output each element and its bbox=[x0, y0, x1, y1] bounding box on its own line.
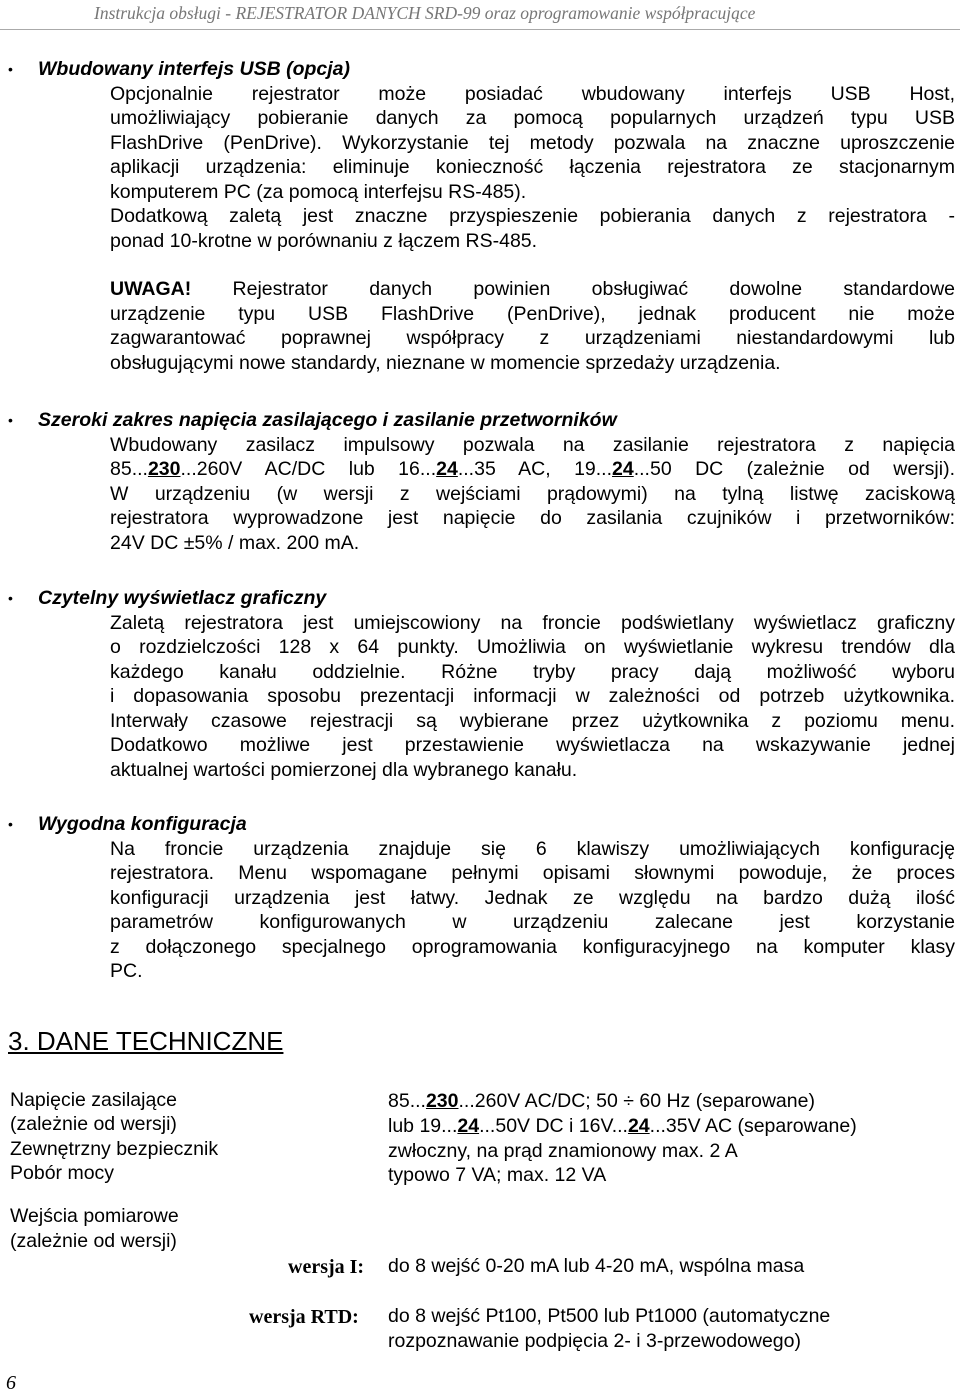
header-rule bbox=[0, 29, 960, 30]
nominal-value: 24 bbox=[612, 458, 634, 480]
feature-body bbox=[110, 82, 955, 376]
spec-value-version-i: do 8 wejść 0-20 mA lub 4-20 mA, wspólna masa bbox=[388, 1255, 805, 1277]
warning-text: Rejestrator danych powinien obsługiwać dowolne standardowe bbox=[191, 278, 955, 300]
running-header bbox=[0, 0, 960, 30]
spec-label: Pobór mocy bbox=[10, 1162, 115, 1184]
section-title: 3. DANE TECHNICZNE bbox=[8, 1026, 284, 1056]
spec-label: (zależnie od wersji) bbox=[10, 1230, 177, 1252]
warning-line bbox=[110, 277, 955, 302]
version-rtd-label: wersja RTD: bbox=[249, 1306, 359, 1328]
bullet: • bbox=[8, 816, 13, 832]
bullet: • bbox=[8, 590, 13, 606]
text-line: z dołączonego specjalnego oprogramowania konfiguracyjnego na komputer klasy bbox=[110, 935, 955, 958]
spec-label: Wejścia pomiarowe bbox=[10, 1205, 179, 1227]
text-line: zagwarantować poprawnej współpracy z urządzeniami niestandardowymi lub bbox=[110, 327, 955, 349]
text-line: aplikacji urządzenia: eliminuje konieczność łączenia rejestratora ze stacjonarnym bbox=[110, 156, 955, 178]
text-line: konfiguracji urządzenia jest łatwy. Jednak ze względu na bardzo dużą ilość bbox=[110, 886, 955, 909]
spec-label: Zewnętrzny bezpiecznik bbox=[10, 1138, 219, 1160]
bullet: • bbox=[8, 61, 13, 77]
text-line: PC. bbox=[110, 960, 143, 982]
feature-body bbox=[110, 837, 955, 984]
text-line: FlashDrive (PenDrive). Wykorzystanie tej metody pozwala na znaczne uproszczenie bbox=[110, 131, 955, 154]
text-line: rejestratora. Menu wspomagane pełnymi opisami słownymi powoduje, że proces bbox=[110, 862, 955, 884]
version-i-label: wersja I: bbox=[288, 1256, 365, 1278]
feature-title: Wbudowany interfejs USB (opcja) bbox=[38, 58, 351, 80]
feature-body bbox=[110, 433, 955, 556]
spec-label: (zależnie od wersji) bbox=[10, 1113, 177, 1135]
nominal-value: 24 bbox=[627, 1115, 650, 1137]
nominal-value: 24 bbox=[457, 1115, 480, 1137]
text-line: 85...230...260V AC/DC lub 16...24...35 AC, 19...24...50 DC (zależnie od wersji). bbox=[110, 458, 955, 480]
spec-value-supply-alt: lub 19...24...50V DC i 16V...24...35V AC (separowane) bbox=[388, 1115, 857, 1137]
spec-value-fuse: zwłoczny, na prąd znamionowy max. 2 A bbox=[388, 1140, 738, 1162]
text-line: ponad 10-krotne w porównaniu z łączem RS-485. bbox=[110, 229, 538, 252]
header-title: Instrukcja obsługi - REJESTRATOR DANYCH SRD-99 oraz oprogramowanie współpracujące bbox=[94, 3, 756, 23]
text-line: umożliwiający pobieranie danych za pomocą popularnych urządzeń typu USB bbox=[110, 107, 955, 129]
feature-title: Szeroki zakres napięcia zasilającego i zasilanie przetworników bbox=[38, 409, 617, 431]
text-line: urządzenie typu USB FlashDrive (PenDrive), jednak producent nie może bbox=[110, 302, 955, 325]
text-line: komputerem PC (za pomocą interfejsu RS-485). bbox=[110, 180, 527, 203]
spec-value-version-rtd: do 8 wejść Pt100, Pt500 lub Pt1000 (automatyczne bbox=[388, 1305, 831, 1327]
text-line: obsługującymi nowe standardy, nieznane w momencie sprzedaży urządzenia. bbox=[110, 351, 781, 374]
nominal-value: 230 bbox=[425, 1090, 459, 1112]
text-line: aktualnej wartości pomierzonej dla wybranego kanału. bbox=[110, 758, 578, 781]
text-line: każdego kanału oddzielnie. Różne tryby pracy dają możliwość wyboru bbox=[110, 660, 955, 683]
text-line: Opcjonalnie rejestrator może posiadać wbudowany interfejs USB Host, bbox=[110, 82, 955, 105]
text-line: Wbudowany zasilacz impulsowy pozwala na zasilanie rejestratora z napięcia bbox=[110, 433, 955, 456]
spec-value-power: typowo 7 VA; max. 12 VA bbox=[388, 1164, 607, 1186]
text-line: W urządzeniu (w wersji z wejściami prądowymi) na tylną listwę zaciskową bbox=[110, 482, 955, 505]
text-line: i dopasowania sposobu prezentacji informacji w zależności od potrzeb użytkownika. bbox=[110, 685, 955, 707]
text-line: Zaletą rejestratora jest umiejscowiony na froncie podświetlany wyświetlacz graficzny bbox=[110, 611, 955, 634]
feature-title: Wygodna konfiguracja bbox=[38, 813, 247, 835]
text-line: Dodatkową zaletą jest znaczne przyspieszenie pobierania danych z rejestratora - bbox=[110, 205, 955, 227]
spec-value-version-rtd: rozpoznawanie podpięcia 2- i 3-przewodowego) bbox=[388, 1330, 801, 1352]
feature-title: Czytelny wyświetlacz graficzny bbox=[38, 587, 327, 609]
spec-label: Napięcie zasilające bbox=[10, 1089, 177, 1111]
warning-label: UWAGA! bbox=[110, 278, 192, 300]
text-line: parametrów konfigurowanych w urządzeniu zalecane jest korzystanie bbox=[110, 911, 955, 933]
text-line: Na froncie urządzenia znajduje się 6 klawiszy umożliwiających konfigurację bbox=[110, 837, 955, 860]
spec-value-supply: 85...230...260V AC/DC; 50 ÷ 60 Hz (separowane) bbox=[388, 1090, 815, 1112]
text-line: Interwały czasowe rejestracji są wybierane przez użytkownika z poziomu menu. bbox=[110, 709, 955, 732]
nominal-value: 24 bbox=[436, 458, 458, 480]
text-line: rejestratora wyprowadzone jest napięcie do zasilania czujników i przetworników: bbox=[110, 507, 955, 529]
text-line: 24V DC ±5% / max. 200 mA. bbox=[110, 531, 360, 554]
nominal-value: 230 bbox=[147, 458, 181, 480]
feature-body bbox=[110, 611, 955, 783]
bullet: • bbox=[8, 412, 13, 428]
text-line: Dodatkowo możliwe jest przestawienie wyświetlacza na wskazywanie jednej bbox=[110, 734, 955, 756]
text-line: o rozdzielczości 128 x 64 punkty. Umożliwia on wyświetlanie wykresu trendów dla bbox=[110, 636, 955, 658]
page-number: 6 bbox=[6, 1372, 16, 1394]
